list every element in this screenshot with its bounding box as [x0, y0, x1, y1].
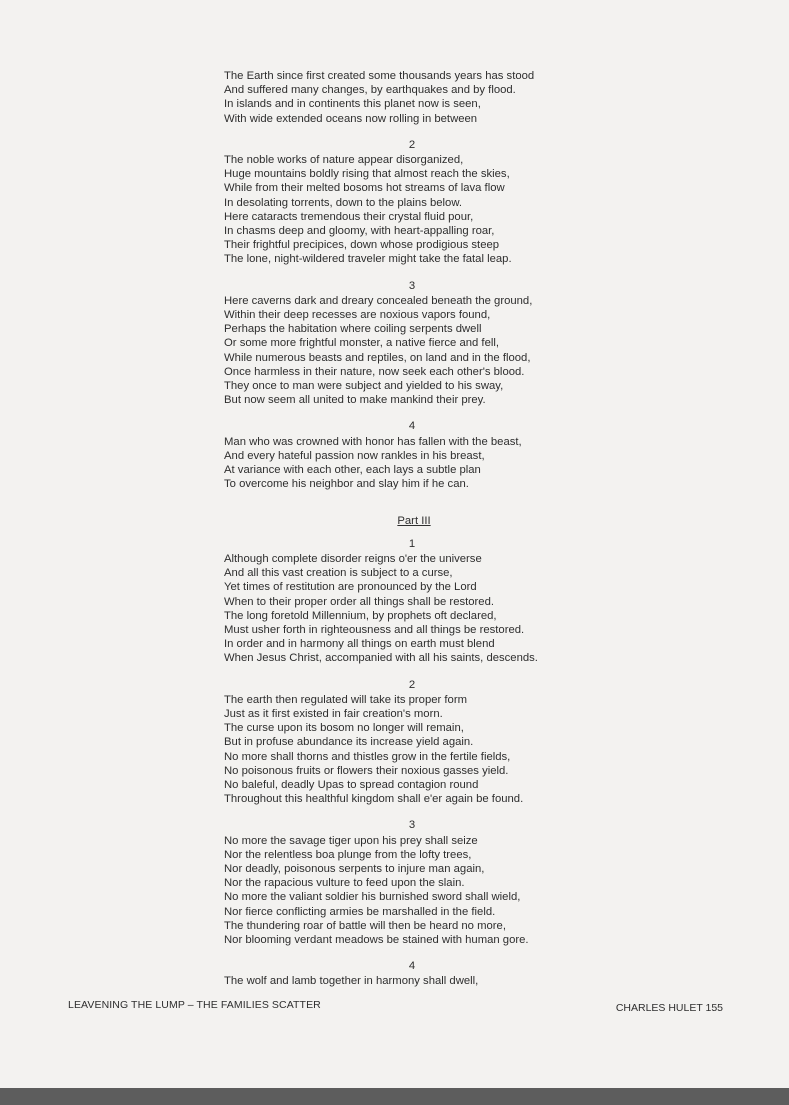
poem-line: And every hateful passion now rankles in his breast, — [224, 449, 485, 462]
stanza-number: 2 — [408, 138, 416, 151]
stanza — [224, 959, 604, 988]
poem-line: And suffered many changes, by earthquakes and by flood. — [224, 84, 516, 97]
poem-line: The noble works of nature appear disorganized, — [224, 154, 464, 167]
poem-line: In order and in harmony all things on earth must blend — [224, 638, 495, 651]
poem-line: While from their melted bosoms hot streams of lava flow — [224, 182, 505, 195]
poem-line: Here caverns dark and dreary concealed beneath the ground, — [224, 294, 533, 307]
scan-edge — [0, 1088, 789, 1105]
poem-line: When to their proper order all things shall be restored. — [224, 595, 495, 608]
poem-line: Huge mountains boldly rising that almost reach the skies, — [224, 168, 510, 181]
stanza-number: 3 — [408, 819, 416, 832]
poem-body — [224, 69, 604, 989]
poem-line: Must usher forth in righteousness and all things be restored. — [224, 623, 525, 636]
stanza — [224, 678, 604, 807]
stanza-number: 3 — [408, 279, 416, 292]
stanza — [224, 818, 604, 947]
poem-line: When Jesus Christ, accompanied with all his saints, descends. — [224, 652, 538, 665]
poem-line: In islands and in continents this planet now is seen, — [224, 98, 481, 111]
poem-line: While numerous beasts and reptiles, on land and in the flood, — [224, 351, 531, 364]
poem-line: In desolating torrents, down to the plains below. — [224, 196, 463, 209]
poem-line: In chasms deep and gloomy, with heart-appalling roar, — [224, 225, 495, 238]
poem-line: The lone, night-wildered traveler might take the fatal leap. — [224, 253, 512, 266]
section-heading: Part III — [397, 515, 431, 528]
poem-line: No more shall thorns and thistles grow in the fertile fields, — [224, 750, 511, 763]
stanza — [224, 537, 604, 666]
stanza — [224, 69, 604, 126]
poem-line: The Earth since first created some thousands years has stood — [224, 70, 535, 82]
poem-line: Once harmless in their nature, now seek each other's blood. — [224, 365, 525, 378]
poem-line: Or some more frightful monster, a native fierce and fell, — [224, 337, 500, 350]
poem-line: They once to man were subject and yielded to his sway, — [224, 380, 504, 393]
stanza-number: 4 — [408, 420, 416, 433]
poem-line: The wolf and lamb together in harmony shall dwell, — [224, 975, 479, 988]
poem-line: Nor deadly, poisonous serpents to injure man again, — [224, 862, 485, 875]
poem-line: The long foretold Millennium, by prophets oft declared, — [224, 609, 497, 622]
poem-line: Nor blooming verdant meadows be stained with human gore. — [224, 933, 529, 946]
stanza-number: 2 — [408, 678, 416, 691]
stanza — [224, 279, 604, 408]
poem-line: Nor the relentless boa plunge from the lofty trees, — [224, 848, 472, 861]
poem-line: No baleful, deadly Upas to spread contagion round — [224, 778, 479, 791]
poem-line: But now seem all united to make mankind their prey. — [224, 394, 486, 407]
poem-line: Yet times of restitution are pronounced by the Lord — [224, 581, 477, 594]
poem-line: At variance with each other, each lays a subtle plan — [224, 464, 481, 477]
poem-line: The curse upon its bosom no longer will remain, — [224, 722, 464, 735]
poem-line: Throughout this healthful kingdom shall e'er again be found. — [224, 793, 524, 806]
stanza-number: 4 — [408, 960, 416, 973]
stanza-number: 1 — [408, 537, 416, 550]
poem-line: No more the valiant soldier his burnished sword shall wield, — [224, 891, 521, 904]
poem-line: Within their deep recesses are noxious vapors found, — [224, 309, 491, 322]
poem-line: Perhaps the habitation where coiling serpents dwell — [224, 323, 482, 336]
poem-line: With wide extended oceans now rolling in between — [224, 112, 478, 125]
poem-line: Although complete disorder reigns o'er the universe — [224, 552, 482, 565]
poem-line: No poisonous fruits or flowers their noxious gasses yield. — [224, 764, 509, 777]
stanza — [224, 419, 604, 491]
poem-line: To overcome his neighbor and slay him if he can. — [224, 478, 469, 491]
poem-line: Man who was crowned with honor has fallen with the beast, — [224, 435, 522, 448]
running-footer-title: LEAVENING THE LUMP – THE FAMILIES SCATTER — [68, 999, 321, 1011]
poem-line: Just as it first existed in fair creation's morn. — [224, 707, 443, 720]
stanza — [224, 138, 604, 267]
poem-line: But in profuse abundance its increase yield again. — [224, 736, 474, 749]
poem-line: Their frightful precipices, down whose prodigious steep — [224, 239, 500, 252]
poem-line: Nor the rapacious vulture to feed upon the slain. — [224, 877, 465, 890]
poem-line: Nor fierce conflicting armies be marshalled in the field. — [224, 905, 496, 918]
running-footer-author-page: CHARLES HULET 155 — [615, 1002, 723, 1014]
poem-line: Here cataracts tremendous their crystal fluid pour, — [224, 210, 474, 223]
poem-line: The thundering roar of battle will then be heard no more, — [224, 919, 506, 932]
poem-line: No more the savage tiger upon his prey shall seize — [224, 834, 478, 847]
poem-line: And all this vast creation is subject to a curse, — [224, 567, 453, 580]
poem-line: The earth then regulated will take its proper form — [224, 693, 468, 706]
